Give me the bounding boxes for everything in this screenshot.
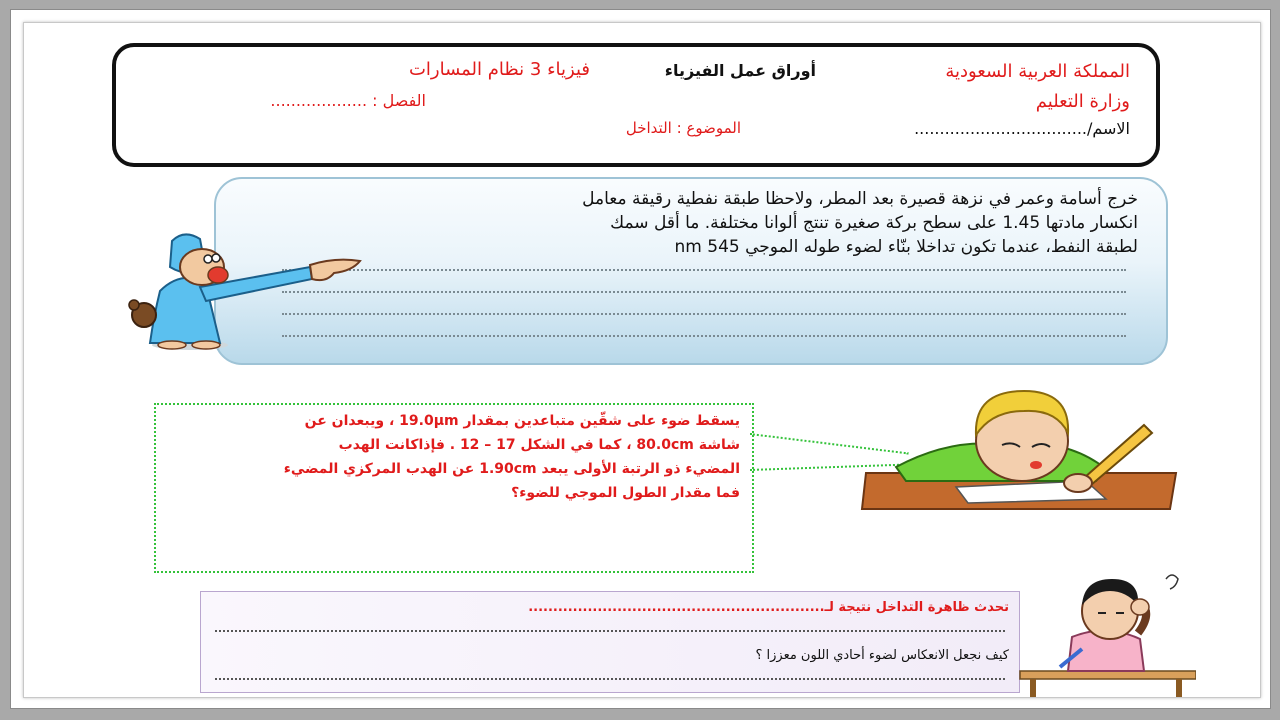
desk-leg	[1176, 679, 1182, 697]
topic-label: الموضوع : التداخل	[625, 119, 741, 137]
mouth	[208, 267, 228, 283]
question3-prompt: تحدث ظاهرة التداخل نتيجة لـ............................................................	[528, 600, 1009, 615]
header-box	[112, 43, 1160, 167]
desk-leg	[1030, 679, 1036, 697]
question3-box	[200, 591, 1020, 693]
eye	[212, 254, 220, 262]
pointing-hand	[310, 260, 360, 280]
answer-line	[215, 678, 1005, 680]
hand	[1131, 599, 1149, 615]
answer-line	[282, 313, 1126, 315]
question2-line-4: فما مقدار الطول الموجي للضوء؟	[511, 485, 740, 501]
question1-line-3: لطبقة النفط، عندما تكون تداخلا بنّاء لضوء طوله الموجي 545 nm	[674, 237, 1138, 257]
teddy-ear	[129, 300, 139, 310]
question2-line-1: يسقط ضوء على شقّين متباعدين بمقدار 19.0µm ، ويبعدان عن	[304, 413, 740, 429]
question1-line-2: انكسار مادتها 1.45 على سطح بركة صغيرة تنتج ألوانا مختلفة. ما أقل سمك	[610, 213, 1138, 233]
thinking-boy-illustration	[1016, 567, 1196, 697]
worksheet-page	[23, 22, 1261, 698]
question2-box	[154, 403, 754, 573]
course-title: فيزياء 3 نظام المسارات	[408, 59, 590, 80]
answer-line	[215, 630, 1005, 632]
class-field: الفصل : ...................	[270, 91, 426, 110]
pointing-character-illustration	[120, 231, 370, 351]
answer-line	[282, 335, 1126, 337]
kingdom-label: المملكة العربية السعودية	[945, 61, 1130, 82]
tongue	[1030, 461, 1042, 469]
hand	[1064, 474, 1092, 492]
question2-line-2: شاشة 80.0cm ، كما في الشكل 17 – 12 . فإذاكانت الهدب	[338, 437, 740, 453]
desk-top	[1020, 671, 1196, 679]
question1-line-1: خرج أسامة وعمر في نزهة قصيرة بعد المطر، ولاحظا طبقة نفطية رقيقة معامل	[582, 189, 1138, 209]
thought-mark	[1166, 575, 1178, 589]
name-field: الاسم/..................................	[914, 119, 1130, 138]
foot	[158, 341, 186, 349]
answer-line	[282, 269, 1126, 271]
question3-text: كيف نجعل الانعكاس لضوء أحادي اللون معززا ؟	[755, 648, 1009, 663]
worksheets-title: أوراق عمل الفيزياء	[664, 61, 816, 80]
foot	[192, 341, 220, 349]
question2-line-3: المضيء ذو الرتبة الأولى يبعد 1.90cm عن الهدب المركزي المضيء	[283, 461, 740, 477]
writing-boy-illustration	[856, 385, 1186, 515]
ministry-label: وزارة التعليم	[1035, 91, 1130, 112]
eye	[204, 255, 212, 263]
answer-line	[282, 291, 1126, 293]
